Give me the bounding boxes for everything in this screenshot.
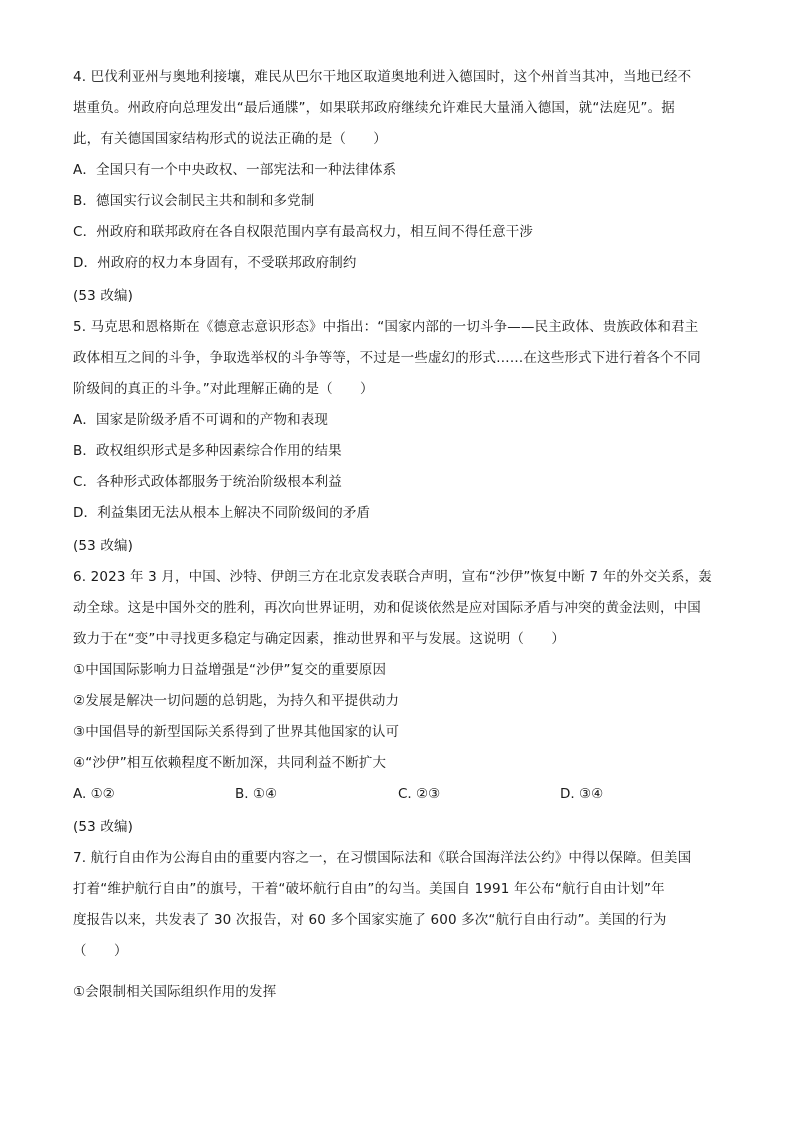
- q7-stem-line-1: 7. 航行自由作为公海自由的重要内容之一，在习惯国际法和《联合国海洋法公约》中得以保障。但美国: [73, 850, 692, 866]
- q6-choice-b: B. ①④: [235, 786, 278, 802]
- q5-source-note: (53 改编): [73, 538, 134, 554]
- q6-stem-line-1: 6. 2023 年 3 月，中国、沙特、伊朗三方在北京发表联合声明，宣布“沙伊”恢复中断 7 年的外交关系，轰: [73, 569, 712, 585]
- q5-stem-line-3: 阶级间的真正的斗争。”对此理解正确的是（ ）: [73, 381, 374, 397]
- q6-statement-2: ②发展是解决一切问题的总钥匙，为持久和平提供动力: [73, 693, 400, 709]
- q6-choice-d: D. ③④: [560, 786, 604, 802]
- q6-statement-4: ④“沙伊”相互依赖程度不断加深，共同利益不断扩大: [73, 755, 387, 771]
- q6-choice-c: C. ②③: [398, 786, 441, 802]
- q4-option-a: A．全国只有一个中央政权、一部宪法和一种法律体系: [73, 162, 397, 178]
- q6-choice-a: A. ①②: [73, 786, 115, 802]
- q6-statement-3: ③中国倡导的新型国际关系得到了世界其他国家的认可: [73, 724, 400, 740]
- q4-option-d: D．州政府的权力本身固有，不受联邦政府制约: [73, 255, 357, 271]
- q7-stem-line-3: 度报告以来，共发表了 30 次报告，对 60 多个国家实施了 600 多次“航行自由行动”。美国的行为: [73, 912, 667, 928]
- q5-stem-line-2: 政体相互之间的斗争，争取选举权的斗争等等，不过是一些虚幻的形式……在这些形式下进行着各个不同: [73, 350, 701, 366]
- q5-option-c: C．各种形式政体都服务于统治阶级根本利益: [73, 474, 342, 490]
- q7-answer-blank: （ ）: [73, 943, 128, 959]
- q5-option-a: A．国家是阶级矛盾不可调和的产物和表现: [73, 412, 329, 428]
- q7-stem-line-2: 打着“维护航行自由”的旗号，干着“破坏航行自由”的勾当。美国自 1991 年公布“航行自由计划”年: [73, 881, 665, 897]
- q4-stem-line-2: 堪重负。州政府向总理发出“最后通牒”，如果联邦政府继续允许难民大量涌入德国，就“法庭见”。据: [73, 100, 675, 116]
- q4-option-b: B．德国实行议会制民主共和制和多党制: [73, 193, 315, 209]
- q5-option-d: D．利益集团无法从根本上解决不同阶级间的矛盾: [73, 505, 371, 521]
- q7-statement-1: ①会限制相关国际组织作用的发挥: [73, 984, 277, 1000]
- q4-source-note: (53 改编): [73, 288, 134, 304]
- q4-stem-line-1: 4. 巴伐利亚州与奥地利接壤，难民从巴尔干地区取道奥地利进入德国时，这个州首当其冲，当地已经不: [73, 69, 692, 85]
- q4-option-c: C．州政府和联邦政府在各自权限范围内享有最高权力，相互间不得任意干涉: [73, 224, 534, 240]
- q6-source-note: (53 改编): [73, 819, 134, 835]
- q6-stem-line-2: 动全球。这是中国外交的胜利，再次向世界证明，劝和促谈依然是应对国际矛盾与冲突的黄金法则，中国: [73, 600, 701, 616]
- q4-stem-line-3: 此，有关德国国家结构形式的说法正确的是（ ）: [73, 131, 387, 147]
- q5-option-b: B．政权组织形式是多种因素综合作用的结果: [73, 443, 342, 459]
- q5-stem-line-1: 5. 马克思和恩格斯在《德意志意识形态》中指出：“国家内部的一切斗争——民主政体、贵族政体和君主: [73, 319, 699, 335]
- q6-stem-line-3: 致力于在“变”中寻找更多稳定与确定因素，推动世界和平与发展。这说明（ ）: [73, 631, 566, 647]
- q6-statement-1: ①中国国际影响力日益增强是“沙伊”复交的重要原因: [73, 662, 387, 678]
